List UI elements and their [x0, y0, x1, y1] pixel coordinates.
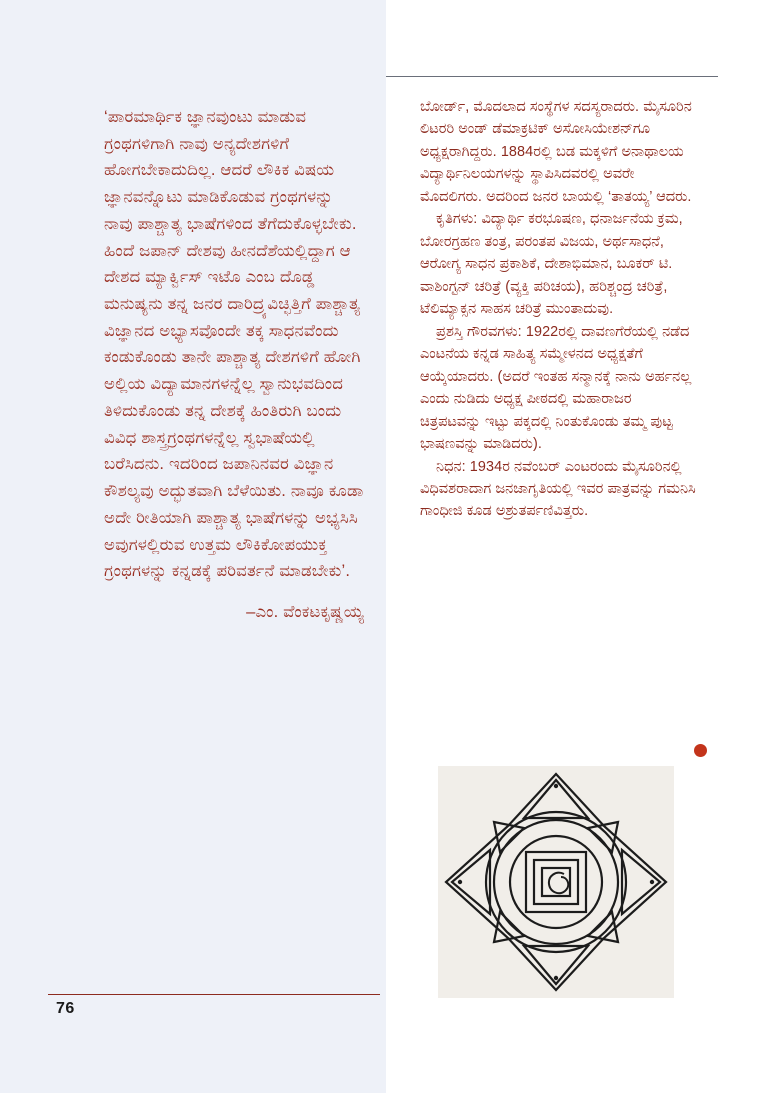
- section-end-dot: [694, 744, 707, 757]
- body-paragraph-awards: ಪ್ರಶಸ್ತಿ ಗೌರವಗಳು: 1922ರಲ್ಲಿ ದಾವಣಗೆರೆಯಲ್ಲಿ ನಡೆದ ಎಂಟನೆಯ ಕನ್ನಡ ಸಾಹಿತ್ಯ ಸಮ್ಮೇಳನದ ಅಧ್ಯಕ್ಷತೆಗೆ ಆಯ್ಕೆಯಾದರು. (ಅದರೆ ಇಂತಹ ಸನ್ಮಾನಕ್ಕೆ ನಾನು ಅರ್ಹನಲ್ಲ ಎಂದು ನುಡಿದು ಅಧ್ಯಕ್ಷ ಪೀಠದಲ್ಲಿ ಮಹಾರಾಜರ ಚಿತ್ರಪಟವನ್ನು ಇಟ್ಟು ಪಕ್ಕದಲ್ಲಿ ನಿಂತುಕೊಂಡು ತಮ್ಮ ಪುಟ್ಟ ಭಾಷಣವನ್ನು ಮಾಡಿದರು).: [420, 323, 692, 453]
- body-text-column: [420, 96, 696, 523]
- page-number: 76: [56, 1000, 75, 1017]
- body-paragraph: ಬೋರ್ಡ್, ಮೊದಲಾದ ಸಂಸ್ಥೆಗಳ ಸದಸ್ಯರಾದರು. ಮೈಸೂರಿನ ಲಿಟರರಿ ಅಂಡ್ ಡೆಮಾಕ್ರಟಿಕ್ ಅಸೋಸಿಯೇಶನ್‌ಗೂ ಅಧ್ಯಕ್ಷರಾಗಿದ್ದರು. 1884ರಲ್ಲಿ ಬಡ ಮಕ್ಕಳಿಗೆ ಅನಾಥಾಲಯ ವಿದ್ಯಾರ್ಥಿನಿಲಯಗಳನ್ನು ಸ್ಥಾಪಿಸಿದವರಲ್ಲಿ ಅವರೇ ಮೊದಲಿಗರು. ಅದರಿಂದ ಜನರ ಬಾಯಲ್ಲಿ ‘ತಾತಯ್ಯ’ ಆದರು.: [420, 99, 692, 205]
- body-paragraph-works: ಕೃತಿಗಳು: ವಿದ್ಯಾರ್ಥಿ ಕರಭೂಷಣ, ಧನಾರ್ಜನೆಯ ಕ್ರಮ, ಬೋರಗ್ರಹಣ ತಂತ್ರ, ಪರಂತಪ ವಿಜಯ, ಅರ್ಥಸಾಧನೆ, ಆರೋಗ್ಯ ಸಾಧನ ಪ್ರಕಾಶಿಕೆ, ದೇಶಾಭಿಮಾನ, ಬೂಕರ್ ಟಿ. ವಾಶಿಂಗ್ಟನ್ ಚರಿತ್ರೆ (ವ್ಯಕ್ತಿ ಪರಿಚಯ), ಹರಿಶ್ಚಂದ್ರ ಚರಿತ್ರೆ, ಟೆಲಿಮ್ಯಾಕ್ಸನ ಸಾಹಸ ಚರಿತ್ರೆ ಮುಂತಾದುವು.: [420, 211, 683, 318]
- top-divider-rule: [386, 76, 718, 77]
- body-paragraph-death: ನಿಧನ: 1934ರ ನವೆಂಬರ್ ಎಂಟರಂದು ಮೈಸೂರಿನಲ್ಲಿ ವಿಧಿವಶರಾದಾಗ ಜನಜಾಗೃತಿಯಲ್ಲಿ ಇವರ ಪಾತ್ರವನ್ನು ಗಮನಿಸಿ ಗಾಂಧೀಜಿ ಕೂಡ ಅಶ್ರುತರ್ಪಣಿವಿತ್ತರು.: [420, 458, 696, 520]
- bottom-divider-rule: [48, 994, 380, 995]
- pull-quote-text: ‘ಪಾರಮಾರ್ಥಿಕ ಜ್ಞಾನವುಂಟು ಮಾಡುವ ಗ್ರಂಥಗಳಿಗಾಗಿ ನಾವು ಅನ್ಯದೇಶಗಳಿಗೆ ಹೋಗಬೇಕಾದುದಿಲ್ಲ. ಆದರೆ ಲೌಕಿಕ ವಿಷಯ ಜ್ಞಾನವನ್ನೊಟು ಮಾಡಿಕೊಡುವ ಗ್ರಂಥಗಳನ್ನು ನಾವು ಪಾಶ್ಚಾತ್ಯ ಭಾಷೆಗಳಿಂದ ತೆಗೆದುಕೊಳ್ಳಬೇಕು. ಹಿಂದೆ ಜಪಾನ್ ದೇಶವು ಹೀನದೆಶೆಯಲ್ಲಿದ್ದಾಗ ಆ ದೇಶದ ಮ್ಯಾರ್ಕ್ವಿಸ್ ಇಟೊ ಎಂಬ ದೊಡ್ಡ ಮನುಷ್ಯನು ತನ್ನ ಜನರ ದಾರಿದ್ರ್ಯವಿಚ್ಛಿತ್ತಿಗೆ ಪಾಶ್ಚಾತ್ಯ ವಿಜ್ಞಾನದ ಅಭ್ಯಾಸವೊಂದೇ ತಕ್ಕ ಸಾಧನವೆಂದು ಕಂಡುಕೊಂಡು ತಾನೇ ಪಾಶ್ಚಾತ್ಯ ದೇಶಗಳಿಗೆ ಹೋಗಿ ಅಲ್ಲಿಯ ವಿದ್ಯಾಮಾನಗಳನ್ನೆಲ್ಲ ಸ್ವಾನುಭವದಿಂದ ತಿಳಿದುಕೊಂಡು ತನ್ನ ದೇಶಕ್ಕೆ ಹಿಂತಿರುಗಿ ಬಂದು ವಿವಿಧ ಶಾಸ್ತ್ರಗ್ರಂಥಗಳನ್ನೆಲ್ಲ ಸ್ವಭಾಷೆಯಲ್ಲಿ ಬರೆಸಿದನು. ಇದರಿಂದ ಜಪಾನಿನವರ ವಿಜ್ಞಾನ ಕೌಶಲ್ಯವು ಅದ್ಭುತವಾಗಿ ಬೆಳೆಯಿತು. ನಾವೂ ಕೂಡಾ ಅದೇ ರೀತಿಯಾಗಿ ಪಾಶ್ಚಾತ್ಯ ಭಾಷೆಗಳನ್ನು ಅಭ್ಯಸಿಸಿ ಅವುಗಳಲ್ಲಿರುವ ಉತ್ತಮ ಲೌಕಿಕೋಪಯುಕ್ತ ಗ್ರಂಥಗಳನ್ನು ಕನ್ನಡಕ್ಕೆ ಪರಿವರ್ತನೆ ಮಾಡಬೇಕು’.: [104, 108, 364, 581]
- pull-quote-attribution: –ಎಂ. ವೆಂಕಟಕೃಷ್ಣಯ್ಯ: [246, 602, 364, 621]
- mandala-star-motif-icon: [438, 766, 674, 998]
- pull-quote-column: [104, 104, 364, 626]
